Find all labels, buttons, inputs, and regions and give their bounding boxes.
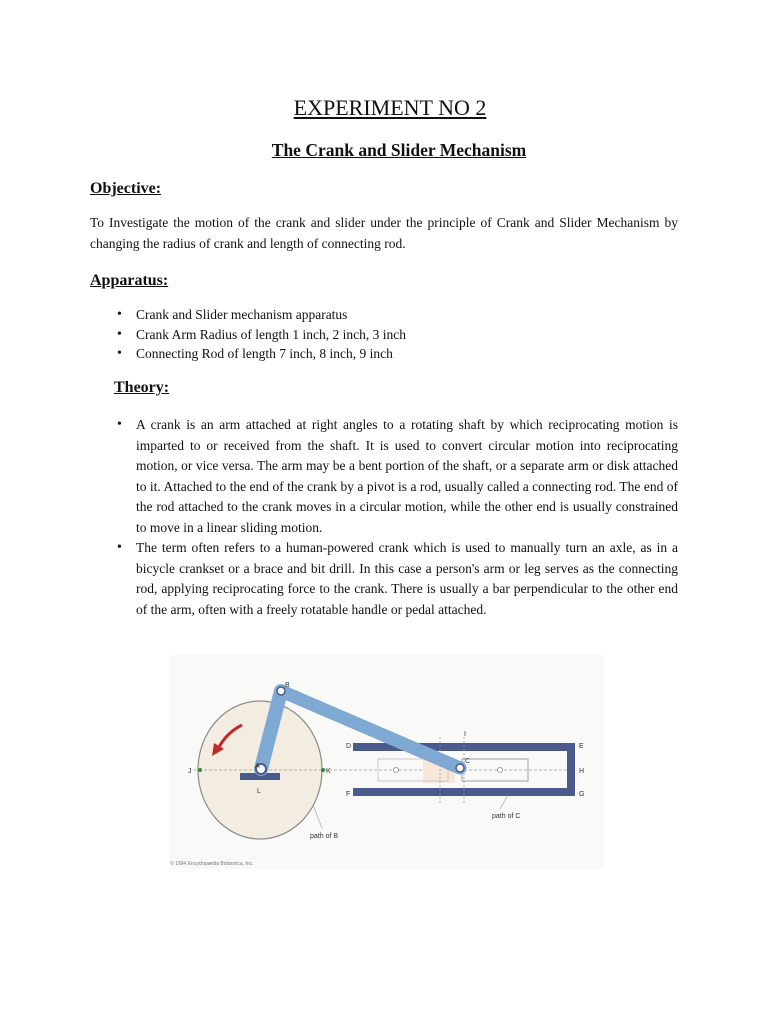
path-of-c-label: path of C — [492, 813, 521, 820]
objective-heading: Objective: — [90, 180, 162, 197]
dot-marker — [394, 768, 399, 773]
page-subtitle: The Crank and Slider Mechanism — [271, 140, 527, 160]
guide-bar-end — [567, 743, 575, 796]
label-i: I — [464, 731, 466, 738]
list-item: • Crank and Slider mechanism apparatus — [115, 305, 675, 325]
label-j: J — [188, 768, 192, 775]
list-item: • A crank is an arm attached at right angles to a rotating shaft by which reciprocating motion is imparted to or received from the shaft. It is used to convert circular motion into reciprocating motion, or vice versa. The arm may be a bent portion of the shaft, or a separate arm or disk attached to it. Attached to the end of the crank by a pivot is a rod, usually called a connecting rod. The end of the rod attached to the crank moves in a circular motion, while the other end is usually constrained to move in a linear sliding motion. — [115, 415, 678, 538]
list-item: • The term often refers to a human-powered crank which is used to manually turn an axle, as in a bicycle crankset or a brace and bit drill. In this case a person's arm or leg serves as the connecting rod, applying reciprocating force to the crank. There is usually a bar perpendicular to the other end of the arm, often with a freely rotatable handle or pedal attached. — [115, 538, 678, 620]
objective-text: To Investigate the motion of the crank and slider under the principle of Crank and Slider Mechanism by changing the radius of crank and length of connecting rod. — [90, 215, 678, 251]
label-d: D — [346, 743, 352, 750]
crank-slider-diagram — [170, 655, 604, 869]
label-l: L — [257, 788, 261, 795]
dot-marker — [321, 768, 325, 772]
label-c: C — [465, 758, 471, 765]
label-k: K — [326, 768, 331, 775]
slider-pivot — [456, 764, 464, 772]
list-item: • Crank Arm Radius of length 1 inch, 2 inch, 3 inch — [115, 325, 675, 345]
page-title: EXPERIMENT NO 2 — [293, 95, 487, 120]
leader-line — [313, 805, 322, 828]
label-g: G — [579, 791, 585, 798]
list-item: • Connecting Rod of length 7 inch, 8 inch, 9 inch — [115, 344, 675, 364]
theory-heading: Theory: — [114, 379, 170, 396]
label-h: H — [579, 768, 585, 775]
crank-slider-figure — [170, 655, 604, 869]
apparatus-list — [115, 305, 675, 364]
label-a: A — [255, 763, 260, 770]
dot-marker — [198, 768, 202, 772]
theory-list — [115, 415, 678, 620]
label-b: B — [285, 682, 290, 689]
path-of-b-label: path of B — [310, 833, 339, 840]
figure-copyright: © 1994 Encyclopædia Britannica, Inc. — [170, 861, 254, 867]
rod-pivot — [277, 687, 285, 695]
leader-line — [500, 795, 508, 809]
apparatus-heading: Apparatus: — [90, 272, 169, 289]
label-f: F — [346, 791, 351, 798]
label-e: E — [579, 743, 584, 750]
dot-marker — [498, 768, 503, 773]
